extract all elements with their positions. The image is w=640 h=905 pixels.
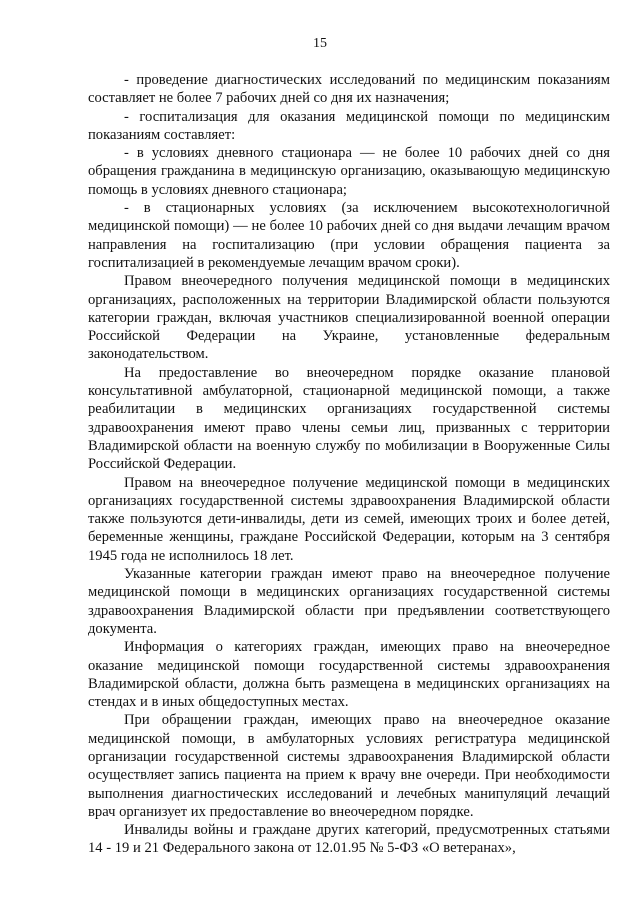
paragraph-registration-procedure: При обращении граждан, имеющих право на внеочередное оказание медицинской помощи, в амбулаторных условиях регистратура медицинской организации государственной системы здравоохранения Владимирской области осуществляет запись пациента на прием к врачу вне очереди. При необходимости выполнения диагностических исследований и лечебных манипуляций лечащий врач организует их предоставление во внеочередном порядке. <box>88 712 610 820</box>
document-body <box>88 71 610 858</box>
paragraph-information-display: Информация о категориях граждан, имеющих право на внеочередное оказание медицинской помощи государственной системы здравоохранения Владимирской области, должна быть размещена в медицинских организациях на стендах и в иных общедоступных местах. <box>88 639 610 711</box>
paragraph-war-invalids: Инвалиды войны и граждане других категорий, предусмотренных статьями 14 - 19 и 21 Федерального закона от 12.01.95 № 5-ФЗ «О ветеранах», <box>88 822 610 857</box>
paragraph-hospitalization-term: - госпитализация для оказания медицинской помощи по медицинским показаниям составляет: <box>88 108 610 143</box>
paragraph-inpatient-term: - в стационарных условиях (за исключением высокотехнологичной медицинской помощи) — не более 10 рабочих дней со дня выдачи лечащим врачом направления на госпитализацию (при условии обращения пациента за госпитализацией в рекомендуемые лечащим врачом сроки). <box>88 200 610 271</box>
paragraph-children-pregnant: Правом на внеочередное получение медицинской помощи в медицинских организациях государственной системы здравоохранения Владимирской области также пользуются дети-инвалиды, дети из семей, имеющих троих и более детей, беременные женщины, граждане Российской Федерации, которым на 3 сентября 1945 года не исполнилось 18 лет. <box>88 474 610 564</box>
paragraph-mobilized-families: На предоставление во внеочередном порядке оказание плановой консультативной амбулаторной, стационарной медицинской помощи, а также реабилитации в медицинских организациях государственной системы здравоохранения имеют право члены семьи лиц, призванных с территории Владимирской области на военную службу по мобилизации в Вооруженные Силы Российской Федерации. <box>88 364 610 473</box>
paragraph-document-required: Указанные категории граждан имеют право на внеочередное получение медицинской помощи в медицинских организациях государственной системы здравоохранения Владимирской области при предъявлении соответствующего документа. <box>88 566 610 637</box>
paragraph-priority-right: Правом внеочередного получения медицинской помощи в медицинских организациях, расположенных на территории Владимирской области пользуются категории граждан, включая участников специализированной военной операции Российской Федерации на Украине, установленные федеральным законодательством. <box>88 273 610 363</box>
paragraph-diagnostics-term: - проведение диагностических исследований по медицинским показаниям составляет не более 7 рабочих дней со дня их назначения; <box>88 72 610 107</box>
paragraph-day-hospital-term: - в условиях дневного стационара — не более 10 рабочих дней со дня обращения гражданина в медицинскую организацию, оказывающую медицинскую помощь в условиях дневного стационара; <box>88 145 610 198</box>
page-number: 15 <box>313 36 327 51</box>
